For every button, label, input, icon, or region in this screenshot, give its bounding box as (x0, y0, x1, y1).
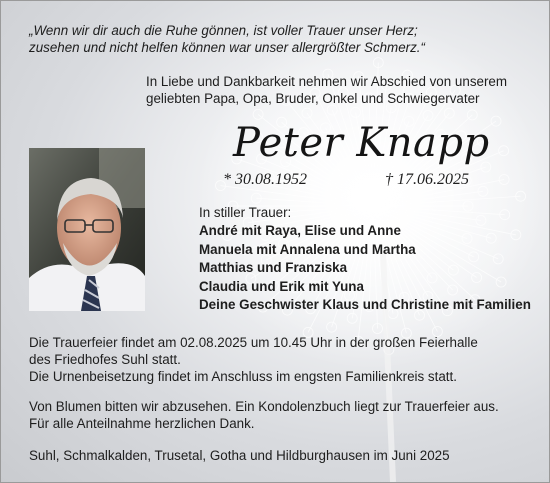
funeral-line: des Friedhofes Suhl statt. (29, 352, 181, 367)
mourner-entry: Deine Geschwister Klaus und Christine mit Familien (199, 297, 531, 313)
flowers-note (29, 398, 499, 432)
portrait-photo (29, 148, 145, 311)
funeral-line: Die Urnenbeisetzung findet im Anschluss im engsten Familienkreis statt. (29, 369, 457, 384)
intro-line: In Liebe und Dankbarkeit nehmen wir Abschied von unserem (146, 74, 508, 89)
flowers-line: Von Blumen bitten wir abzusehen. Ein Kondolenzbuch liegt zur Trauerfeier aus. (29, 399, 499, 414)
mourner-entry: Matthias und Franziska (199, 260, 348, 276)
funeral-line: Die Trauerfeier findet am 02.08.2025 um 10.45 Uhr in der großen Feierhalle (29, 335, 478, 350)
poem-quote (29, 22, 425, 56)
quote-line: „Wenn wir dir auch die Ruhe gönnen, ist voller Trauer unser Herz; (29, 23, 418, 38)
mourners-heading: In stiller Trauer: (199, 205, 292, 220)
deceased-name: Peter Knapp (233, 120, 490, 166)
funeral-info (29, 334, 478, 385)
death-date: † 17.06.2025 (385, 171, 469, 188)
mourner-entry: Claudia und Erik mit Yuna (199, 278, 364, 294)
intro-line: geliebten Papa, Opa, Bruder, Onkel und Schwiegervater (146, 91, 480, 106)
mourner-entry: André mit Raya, Elise und Anne (199, 223, 401, 239)
quote-line: zusehen und nicht helfen können war unser allergrößter Schmerz.“ (29, 40, 425, 55)
place-and-date: Suhl, Schmalkalden, Trusetal, Gotha und Hildburghausen im Juni 2025 (29, 448, 450, 463)
mourners-list (199, 204, 531, 314)
farewell-intro (146, 73, 507, 107)
mourner-entry: Manuela mit Annalena und Martha (199, 241, 416, 257)
flowers-line: Für alle Anteilnahme herzlichen Dank. (29, 416, 255, 431)
birth-date: * 30.08.1952 (223, 171, 307, 188)
